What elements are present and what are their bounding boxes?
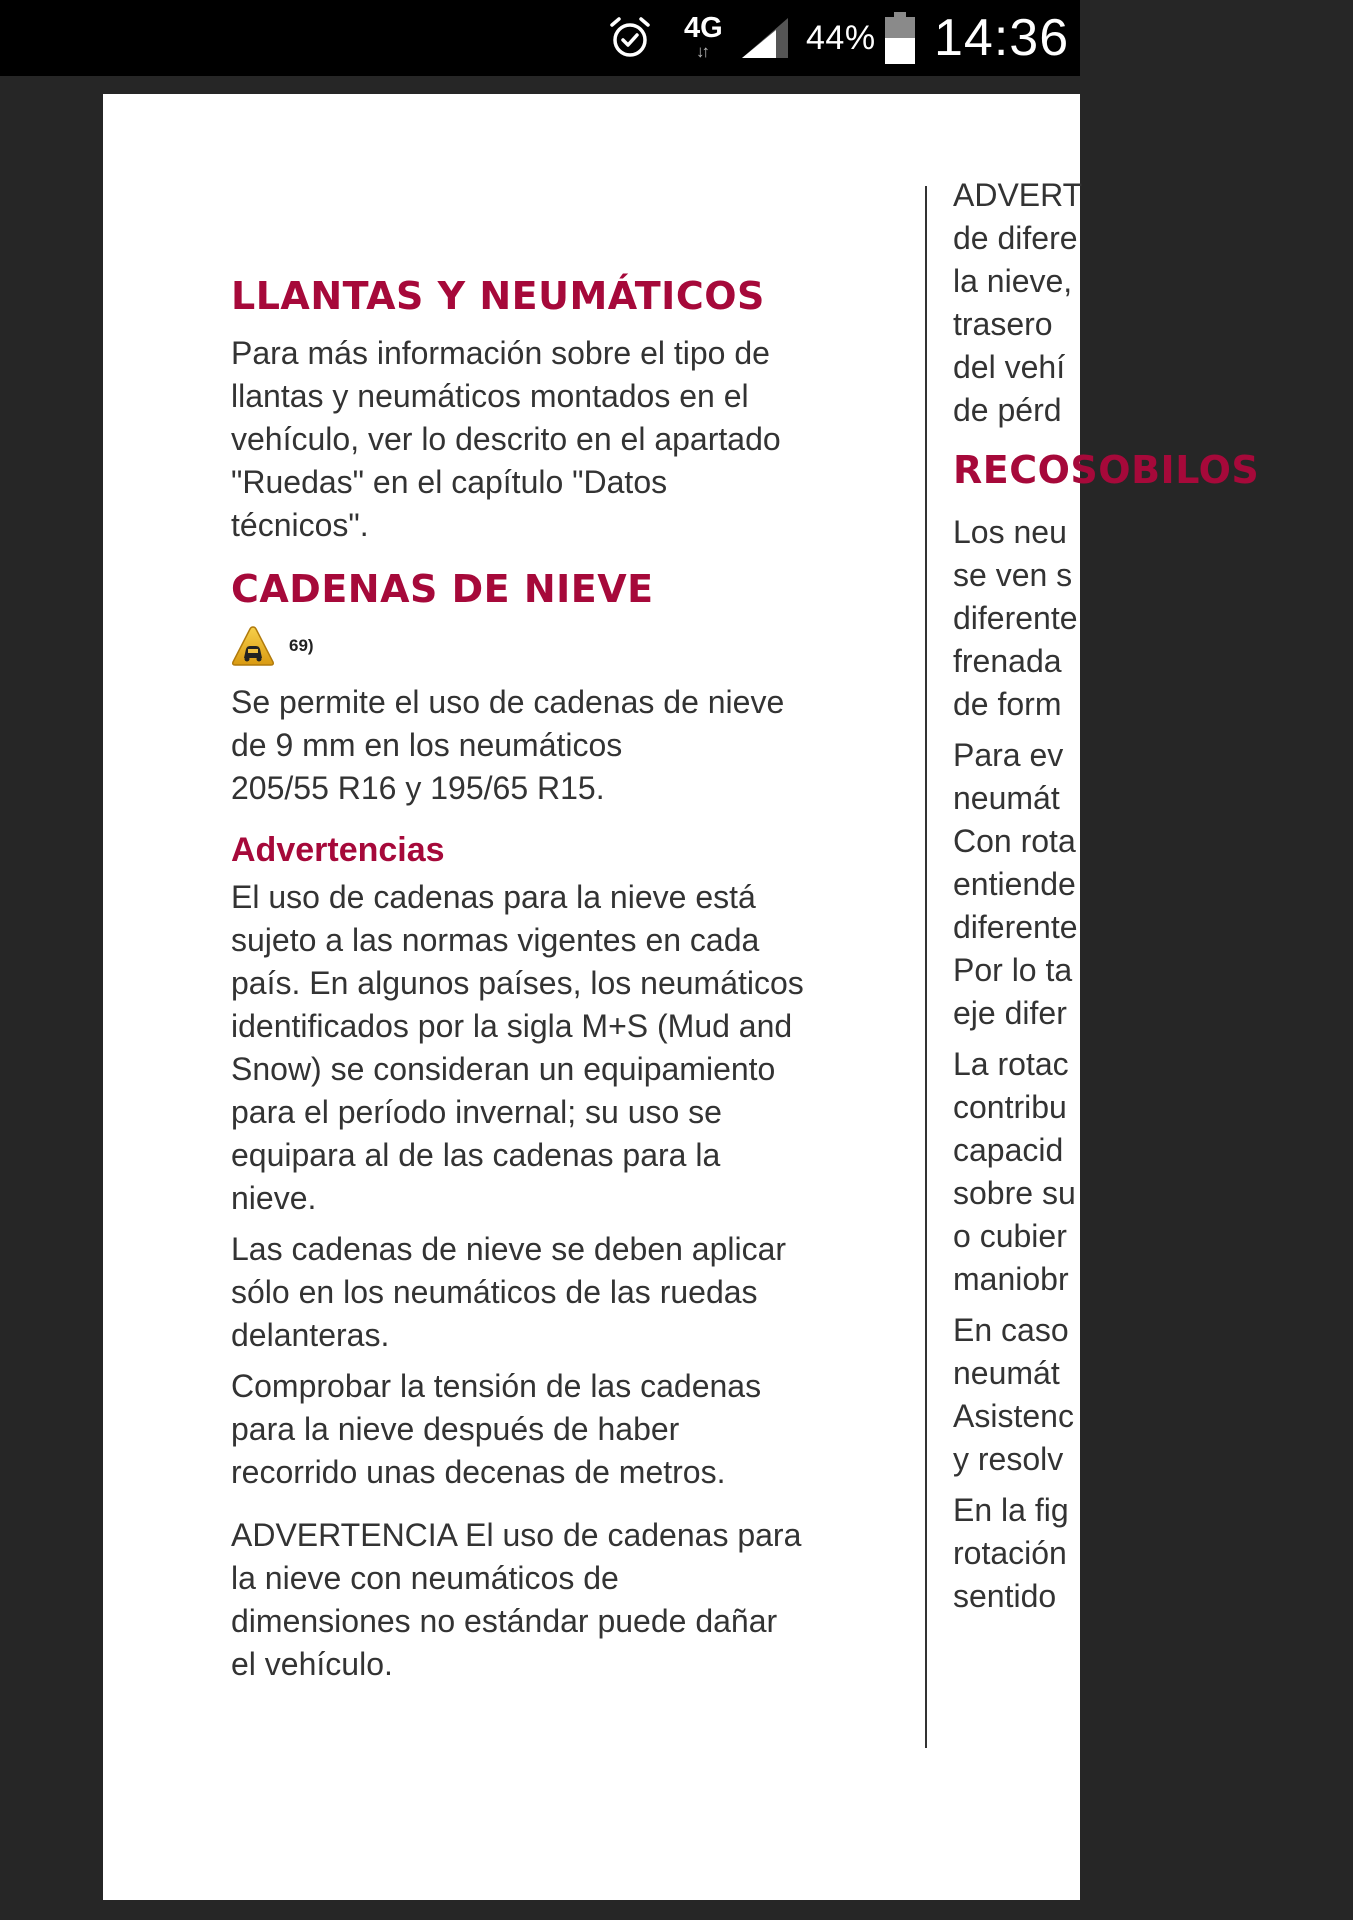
right-paragraph-top: [953, 174, 1353, 432]
text-line: LOS: [1175, 448, 1260, 492]
text-line: maniobr: [953, 1261, 1069, 1297]
text-line: del vehí: [953, 349, 1066, 385]
text-line: RECO: [953, 448, 1071, 492]
left-column: [231, 178, 804, 1686]
text-line: ADVERTENCIA El uso de cadenas para: [231, 1517, 802, 1553]
text-line: trasero: [953, 306, 1053, 342]
text-line: para el período invernal; su uso se: [231, 1094, 722, 1130]
text-line: sujeto a las normas vigentes en cada: [231, 922, 760, 958]
clock-time: 14:36: [934, 9, 1070, 67]
text-line: El uso de cadenas para la nieve está: [231, 879, 756, 915]
text-line: sobre su: [953, 1175, 1076, 1211]
text-line: de pérd: [953, 392, 1062, 428]
warning-paragraph-1: [231, 876, 804, 1220]
warning-paragraph-2: [231, 1228, 801, 1357]
right-heading: [953, 450, 1353, 491]
right-column-truncated: [953, 174, 1353, 1618]
column-divider: [925, 186, 927, 1748]
text-line: 205/55 R16 y 195/65 R15.: [231, 770, 605, 806]
right-paragraph-4: [953, 1309, 1353, 1481]
network-indicator: [684, 0, 724, 76]
heading-cadenas-nieve: CADENAS DE NIEVE: [231, 567, 654, 611]
text-line: diferente: [953, 600, 1078, 636]
advertencia-paragraph: [231, 1514, 801, 1686]
text-line: para la nieve después de haber: [231, 1411, 680, 1447]
text-line: neumát: [953, 780, 1060, 816]
warning-reference-number: 69): [289, 636, 314, 655]
battery-icon: [884, 0, 916, 76]
text-line: diferente: [953, 909, 1078, 945]
right-paragraph-3: [953, 1043, 1353, 1301]
text-line: vehículo, ver lo descrito en el apartado: [231, 421, 781, 457]
text-line: o cubier: [953, 1218, 1067, 1254]
text-line: se ven s: [953, 557, 1073, 593]
text-line: contribu: [953, 1089, 1067, 1125]
text-line: capacid: [953, 1132, 1064, 1168]
text-line: entiende: [953, 866, 1076, 902]
text-line: neumát: [953, 1355, 1060, 1391]
text-line: y resolv: [953, 1441, 1064, 1477]
text-line: Comprobar la tensión de las cadenas: [231, 1368, 762, 1404]
text-line: Las cadenas de nieve se deben aplicar: [231, 1231, 787, 1267]
bottom-margin: [0, 1900, 1080, 1920]
text-line: SOBI: [1070, 448, 1176, 492]
text-line: nieve.: [231, 1180, 317, 1216]
alarm-clock-icon: [608, 0, 652, 76]
cell-signal-icon: [740, 0, 790, 76]
text-line: Para más información sobre el tipo de: [231, 335, 770, 371]
text-line: frenada: [953, 643, 1062, 679]
text-line: En caso: [953, 1312, 1069, 1348]
network-type: 4G: [684, 12, 723, 44]
text-line: La rotac: [953, 1046, 1069, 1082]
text-line: delanteras.: [231, 1317, 390, 1353]
text-line: llantas y neumáticos montados en el: [231, 378, 749, 414]
text-line: Snow) se consideran un equipamiento: [231, 1051, 776, 1087]
text-line: eje difer: [953, 995, 1067, 1031]
subheading-advertencias: Advertencias: [231, 831, 445, 869]
text-line: Por lo ta: [953, 952, 1073, 988]
text-line: Asistenc: [953, 1398, 1074, 1434]
text-line: Los neu: [953, 514, 1067, 550]
heading-llantas-neumaticos: LLANTAS Y NEUMÁTICOS: [231, 274, 765, 318]
text-line: la nieve con neumáticos de: [231, 1560, 619, 1596]
text-line: dimensiones no estándar puede dañar: [231, 1603, 778, 1639]
warning-car-icon: [231, 625, 275, 667]
text-line: de 9 mm en los neumáticos: [231, 727, 623, 763]
text-line: sólo en los neumáticos de las ruedas: [231, 1274, 758, 1310]
text-line: ADVERT: [953, 177, 1083, 213]
data-activity-arrows: ↓↑: [696, 42, 707, 61]
right-paragraph-5: [953, 1489, 1353, 1618]
tires-info-paragraph: [231, 332, 801, 547]
text-line: identificados por la sigla M+S (Mud and: [231, 1008, 793, 1044]
text-line: Se permite el uso de cadenas de nieve: [231, 684, 785, 720]
warning-paragraph-3: [231, 1365, 801, 1494]
text-line: sentido: [953, 1578, 1057, 1614]
text-line: país. En algunos países, los neumáticos: [231, 965, 804, 1001]
text-line: "Ruedas" en el capítulo "Datos: [231, 464, 668, 500]
right-paragraph-1: [953, 511, 1353, 726]
text-line: Para ev: [953, 737, 1064, 773]
text-line: el vehículo.: [231, 1646, 393, 1682]
status-bar: [0, 0, 1080, 76]
battery-percent: 44%: [806, 18, 876, 57]
text-line: recorrido unas decenas de metros.: [231, 1454, 726, 1490]
text-line: Con rota: [953, 823, 1076, 859]
text-line: equipara al de las cadenas para la: [231, 1137, 721, 1173]
text-line: En la fig: [953, 1492, 1069, 1528]
document-page[interactable]: [103, 94, 1260, 1900]
text-line: rotación: [953, 1535, 1067, 1571]
text-line: técnicos".: [231, 507, 369, 543]
text-line: de difere: [953, 220, 1078, 256]
right-paragraph-2: [953, 734, 1353, 1035]
chains-paragraph: [231, 681, 801, 810]
text-line: la nieve,: [953, 263, 1073, 299]
warning-reference-row: [231, 619, 801, 673]
text-line: de form: [953, 686, 1062, 722]
